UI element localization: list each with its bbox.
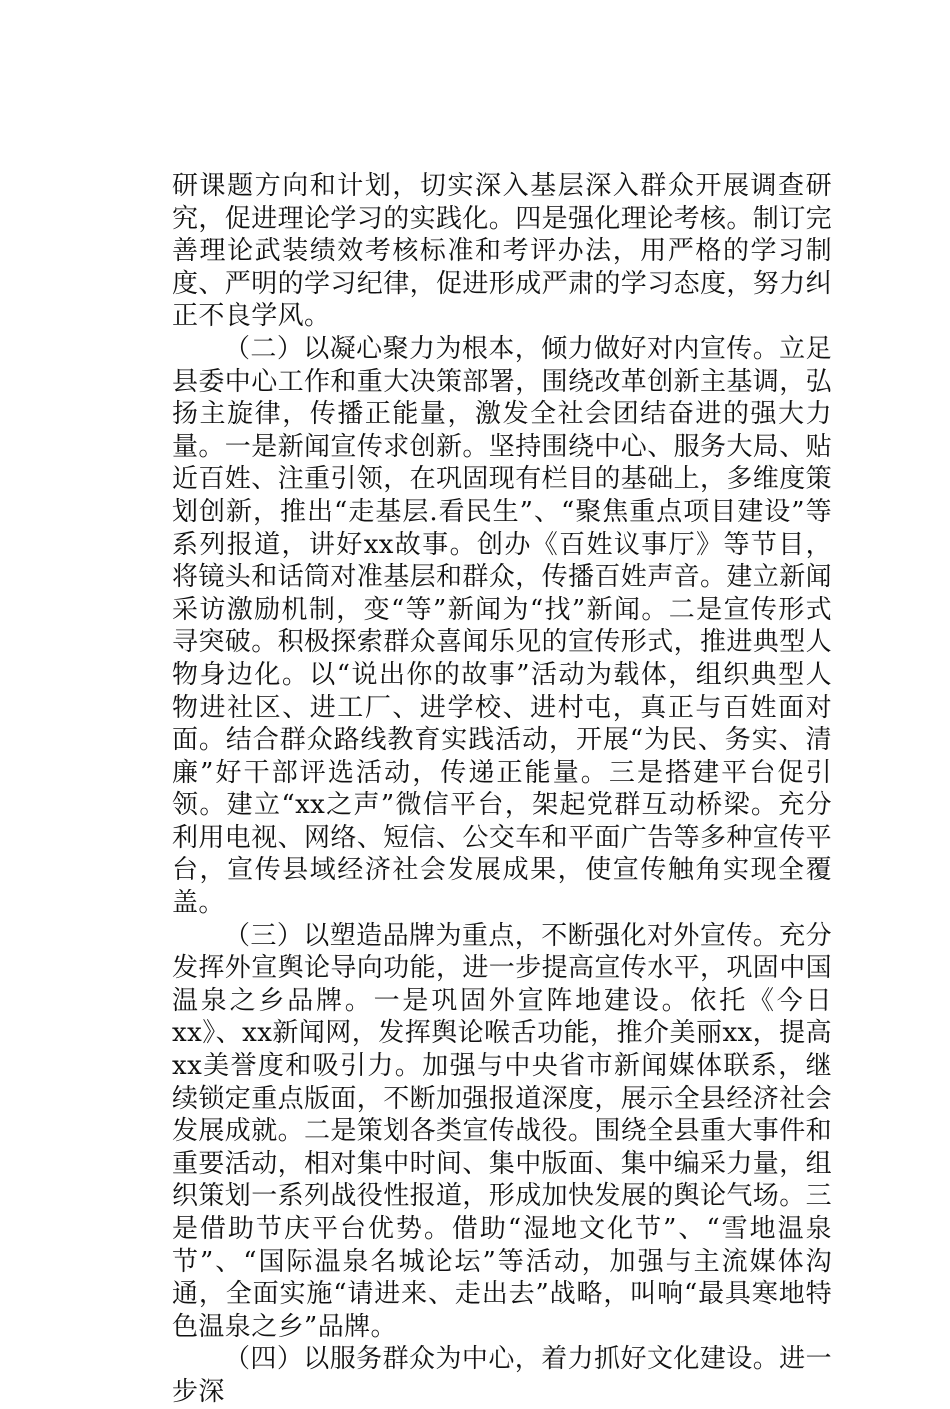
document-body (172, 170, 832, 1409)
paragraph-internal-publicity: （二）以凝心聚力为根本，倾力做好对内宣传。立足县委中心工作和重大决策部署，围绕改革创新主基调，弘扬主旋律，传播正能量，激发全社会团结奋进的强大力量。一是新闻宣传求创新。坚持围绕中心、服务大局、贴近百姓、注重引领，在巩固现有栏目的基础上，多维度策划创新，推出“走基层.看民生”、“聚焦重点项目建设”等系列报道，讲好xx故事。创办《百姓议事厅》等节目，将镜头和话筒对准基层和群众，传播百姓声音。建立新闻采访激励机制，变“等”新闻为“找”新闻。二是宣传形式寻突破。积极探索群众喜闻乐见的宣传形式，推进典型人物身边化。以“说出你的故事”活动为载体，组织典型人物进社区、进工厂、进学校、进村屯，真正与百姓面对面。结合群众路线教育实践活动，开展“为民、务实、清廉”好干部评选活动，传递正能量。三是搭建平台促引领。建立“xx之声”微信平台，架起党群互动桥梁。充分利用电视、网络、短信、公交车和平面广告等多种宣传平台，宣传县域经济社会发展成果，使宣传触角实现全覆盖。 (172, 333, 833, 919)
paragraph-external-publicity: （三）以塑造品牌为重点，不断强化对外宣传。充分发挥外宣舆论导向功能，进一步提高宣传水平，巩固中国温泉之乡品牌。一是巩固外宣阵地建设。依托《今日xx》、xx新闻网，发挥舆论喉舌功能，推介美丽xx，提高xx美誉度和吸引力。加强与中央省市新闻媒体联系，继续锁定重点版面，不断加强报道深度，展示全县经济社会发展成就。二是策划各类宣传战役。围绕全县重大事件和重要活动，相对集中时间、集中版面、集中编采力量，组织策划一系列战役性报道，形成加快发展的舆论气场。三是借助节庆平台优势。借助“湿地文化节”、“雪地温泉节”、“国际温泉名城论坛”等活动，加强与主流媒体沟通，全面实施“请进来、走出去”战略，叫响“最具寒地特色温泉之乡”品牌。 (172, 920, 833, 1342)
paragraph-cultural-construction: （四）以服务群众为中心，着力抓好文化建设。进一步深 (172, 1344, 832, 1407)
paragraph-continuation: 研课题方向和计划，切实深入基层深入群众开展调查研究，促进理论学习的实践化。四是强化理论考核。制订完善理论武装绩效考核标准和考评办法，用严格的学习制度、严明的学习纪律，促进形成严肃的学习态度，努力纠正不良学风。 (172, 171, 833, 332)
